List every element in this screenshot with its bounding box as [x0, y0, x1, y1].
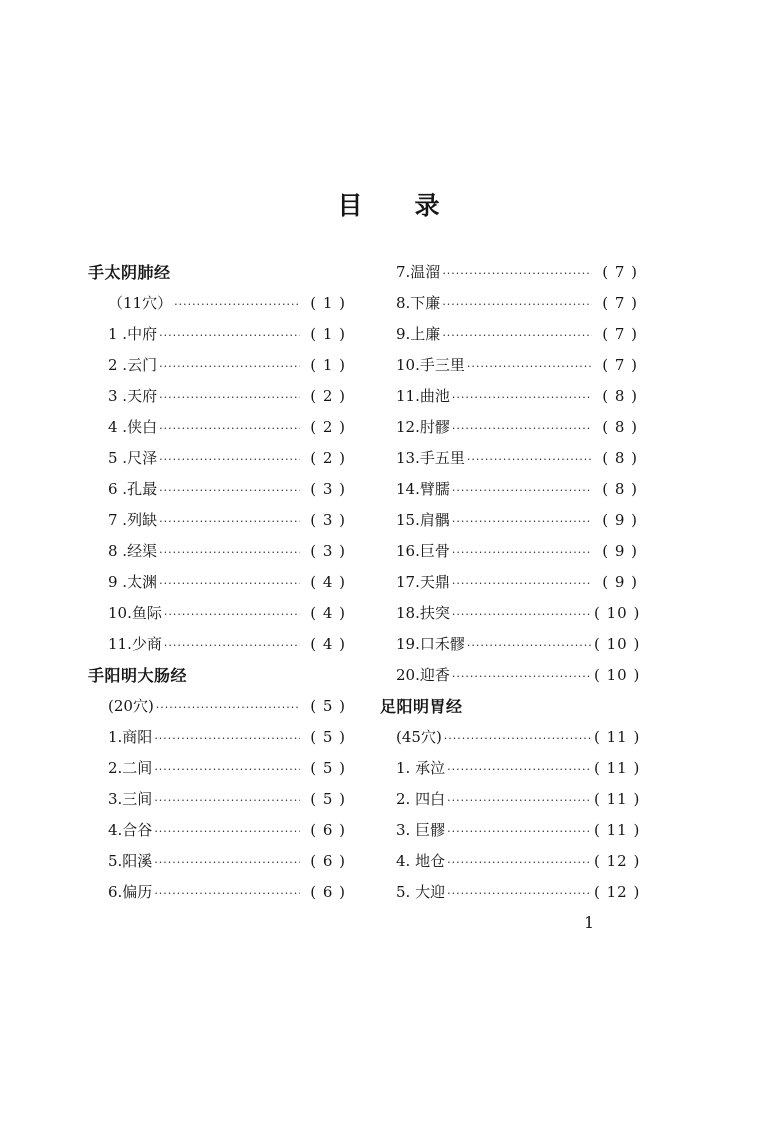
entry-label: (45穴)	[396, 728, 442, 746]
toc-entry[interactable]	[380, 567, 638, 598]
dot-leader	[156, 692, 300, 723]
dot-leader	[447, 847, 592, 878]
section-heading: 手阳明大肠经	[88, 666, 188, 685]
toc-entry[interactable]	[88, 412, 346, 443]
dot-leader	[159, 413, 300, 444]
toc-entry[interactable]	[380, 598, 641, 629]
entry-label: 20.迎香	[396, 666, 450, 684]
dot-leader	[452, 475, 592, 506]
page-number: 1	[584, 913, 595, 932]
toc-entry[interactable]	[380, 753, 641, 784]
toc-entry[interactable]	[88, 815, 346, 846]
entry-label: (20穴)	[108, 697, 154, 715]
dot-leader	[452, 537, 592, 568]
dot-leader	[467, 351, 592, 382]
toc-entry[interactable]	[380, 474, 638, 505]
entry-page: ( 4 )	[310, 635, 346, 653]
entry-page: ( 7 )	[602, 263, 638, 281]
entry-label: 9 .太渊	[108, 573, 158, 591]
entry-page: ( 5 )	[310, 759, 346, 777]
page-title	[0, 186, 777, 222]
toc-entry[interactable]	[380, 381, 638, 412]
dot-leader	[452, 413, 592, 444]
toc-entry[interactable]	[88, 505, 346, 536]
dot-leader	[467, 444, 592, 475]
toc-entry[interactable]	[380, 288, 638, 319]
toc-entry[interactable]	[380, 257, 638, 288]
entry-page: ( 1 )	[310, 294, 346, 312]
dot-leader	[452, 661, 592, 692]
toc-entry[interactable]	[88, 691, 346, 722]
toc-entry[interactable]	[380, 319, 638, 350]
entry-label: 8.下廉	[396, 294, 441, 312]
entry-page: ( 10 )	[594, 666, 641, 684]
dot-leader	[442, 289, 592, 320]
toc-entry[interactable]	[88, 629, 346, 660]
entry-label: 6 .孔最	[108, 480, 158, 498]
entry-label: 10.手三里	[396, 356, 465, 374]
dot-leader	[442, 320, 592, 351]
toc-entry[interactable]	[380, 412, 638, 443]
dot-leader	[159, 537, 300, 568]
dot-leader	[159, 444, 300, 475]
entry-page: ( 12 )	[594, 883, 641, 901]
entry-page: ( 5 )	[310, 790, 346, 808]
dot-leader	[442, 258, 592, 289]
entry-label: 4 .侠白	[108, 418, 158, 436]
entry-label: 13.手五里	[396, 449, 465, 467]
entry-label: 14.臂臑	[396, 480, 450, 498]
entry-label: 5 .尺泽	[108, 449, 158, 467]
entry-label: 4. 地仓	[396, 852, 446, 870]
toc-entry[interactable]	[88, 350, 346, 381]
entry-page: ( 7 )	[602, 325, 638, 343]
entry-page: ( 2 )	[310, 418, 346, 436]
entry-page: ( 9 )	[602, 573, 638, 591]
dot-leader	[452, 382, 592, 413]
entry-page: ( 5 )	[310, 728, 346, 746]
title-char-1: 目	[337, 191, 363, 220]
entry-page: ( 6 )	[310, 883, 346, 901]
entry-label: 16.巨骨	[396, 542, 450, 560]
entry-label: 2. 四白	[396, 790, 446, 808]
entry-label: 1.商阳	[108, 728, 153, 746]
dot-leader	[174, 289, 300, 320]
toc-entry[interactable]	[380, 722, 641, 753]
toc-entry[interactable]	[88, 536, 346, 567]
dot-leader	[159, 320, 300, 351]
entry-label: 1. 承泣	[396, 759, 446, 777]
entry-label: 3.三间	[108, 790, 153, 808]
entry-page: ( 10 )	[594, 635, 641, 653]
dot-leader	[159, 568, 300, 599]
title-char-2: 录	[414, 191, 440, 220]
toc-entry[interactable]	[380, 505, 638, 536]
dot-leader	[447, 878, 592, 909]
entry-page: ( 3 )	[310, 542, 346, 560]
entry-label: 11.曲池	[396, 387, 450, 405]
dot-leader	[452, 568, 592, 599]
entry-page: ( 9 )	[602, 511, 638, 529]
toc-entry[interactable]	[380, 629, 641, 660]
toc-entry[interactable]	[380, 350, 638, 381]
entry-label: 1 .中府	[108, 325, 158, 343]
entry-page: ( 8 )	[602, 387, 638, 405]
toc-right-column	[380, 257, 641, 908]
entry-page: ( 2 )	[310, 449, 346, 467]
entry-label: 5.阳溪	[108, 852, 153, 870]
dot-leader	[159, 475, 300, 506]
entry-page: ( 9 )	[602, 542, 638, 560]
toc-entry[interactable]	[88, 846, 346, 877]
entry-label: 15.肩髃	[396, 511, 450, 529]
entry-page: ( 8 )	[602, 480, 638, 498]
dot-leader	[159, 506, 300, 537]
entry-page: ( 1 )	[310, 325, 346, 343]
entry-label: 9.上廉	[396, 325, 441, 343]
dot-leader	[467, 630, 592, 661]
section-heading: 足阳明胃经	[380, 697, 463, 716]
toc-entry[interactable]	[380, 877, 641, 908]
entry-label: 7 .列缺	[108, 511, 158, 529]
dot-leader	[154, 847, 300, 878]
entry-label: 6.偏历	[108, 883, 153, 901]
entry-page: ( 3 )	[310, 511, 346, 529]
dot-leader	[452, 599, 592, 630]
toc-entry[interactable]	[88, 443, 346, 474]
entry-label: 8 .经渠	[108, 542, 158, 560]
toc-entry[interactable]	[88, 722, 346, 753]
entry-label: 18.扶突	[396, 604, 450, 622]
entry-label: 3 .天府	[108, 387, 158, 405]
dot-leader	[444, 723, 592, 754]
dot-leader	[164, 630, 300, 661]
entry-label: 17.天鼎	[396, 573, 450, 591]
entry-label: 5. 大迎	[396, 883, 446, 901]
dot-leader	[154, 878, 300, 909]
entry-label: 19.口禾髎	[396, 635, 465, 653]
toc-entry[interactable]	[380, 536, 638, 567]
entry-page: ( 4 )	[310, 604, 346, 622]
entry-label: 2 .云门	[108, 356, 158, 374]
entry-page: ( 2 )	[310, 387, 346, 405]
entry-label: 3. 巨髎	[396, 821, 446, 839]
entry-page: ( 11 )	[594, 790, 641, 808]
dot-leader	[154, 723, 300, 754]
dot-leader	[164, 599, 300, 630]
entry-page: ( 12 )	[594, 852, 641, 870]
dot-leader	[159, 351, 300, 382]
entry-label: 10.鱼际	[108, 604, 162, 622]
dot-leader	[154, 785, 300, 816]
entry-page: ( 11 )	[594, 728, 641, 746]
toc-entry[interactable]	[88, 381, 346, 412]
toc-entry[interactable]	[380, 846, 641, 877]
entry-page: ( 7 )	[602, 356, 638, 374]
dot-leader	[447, 754, 592, 785]
dot-leader	[154, 816, 300, 847]
entry-page: ( 6 )	[310, 852, 346, 870]
entry-page: ( 1 )	[310, 356, 346, 374]
toc-entry[interactable]	[88, 288, 346, 319]
toc-entry[interactable]	[380, 660, 641, 691]
dot-leader	[159, 382, 300, 413]
entry-label: （11穴）	[108, 294, 173, 312]
section-heading: 手太阴肺经	[88, 263, 171, 282]
entry-page: ( 10 )	[594, 604, 641, 622]
toc-entry[interactable]	[88, 474, 346, 505]
entry-page: ( 3 )	[310, 480, 346, 498]
entry-page: ( 8 )	[602, 449, 638, 467]
entry-label: 7.温溜	[396, 263, 441, 281]
toc-entry[interactable]	[380, 443, 638, 474]
dot-leader	[452, 506, 592, 537]
entry-page: ( 4 )	[310, 573, 346, 591]
toc-entry[interactable]	[88, 598, 346, 629]
toc-entry[interactable]	[88, 784, 346, 815]
dot-leader	[154, 754, 300, 785]
toc-entry[interactable]	[88, 567, 346, 598]
entry-page: ( 7 )	[602, 294, 638, 312]
entry-page: ( 11 )	[594, 821, 641, 839]
entry-label: 4.合谷	[108, 821, 153, 839]
toc-entry[interactable]	[88, 877, 346, 908]
entry-label: 11.少商	[108, 635, 162, 653]
entry-page: ( 5 )	[310, 697, 346, 715]
toc-entry[interactable]	[380, 784, 641, 815]
toc-left-column	[88, 257, 346, 908]
toc-entry[interactable]	[88, 753, 346, 784]
entry-page: ( 8 )	[602, 418, 638, 436]
dot-leader	[447, 816, 592, 847]
entry-label: 12.肘髎	[396, 418, 450, 436]
toc-entry[interactable]	[88, 319, 346, 350]
dot-leader	[447, 785, 592, 816]
toc-entry[interactable]	[380, 815, 641, 846]
entry-page: ( 6 )	[310, 821, 346, 839]
entry-page: ( 11 )	[594, 759, 641, 777]
entry-label: 2.二间	[108, 759, 153, 777]
